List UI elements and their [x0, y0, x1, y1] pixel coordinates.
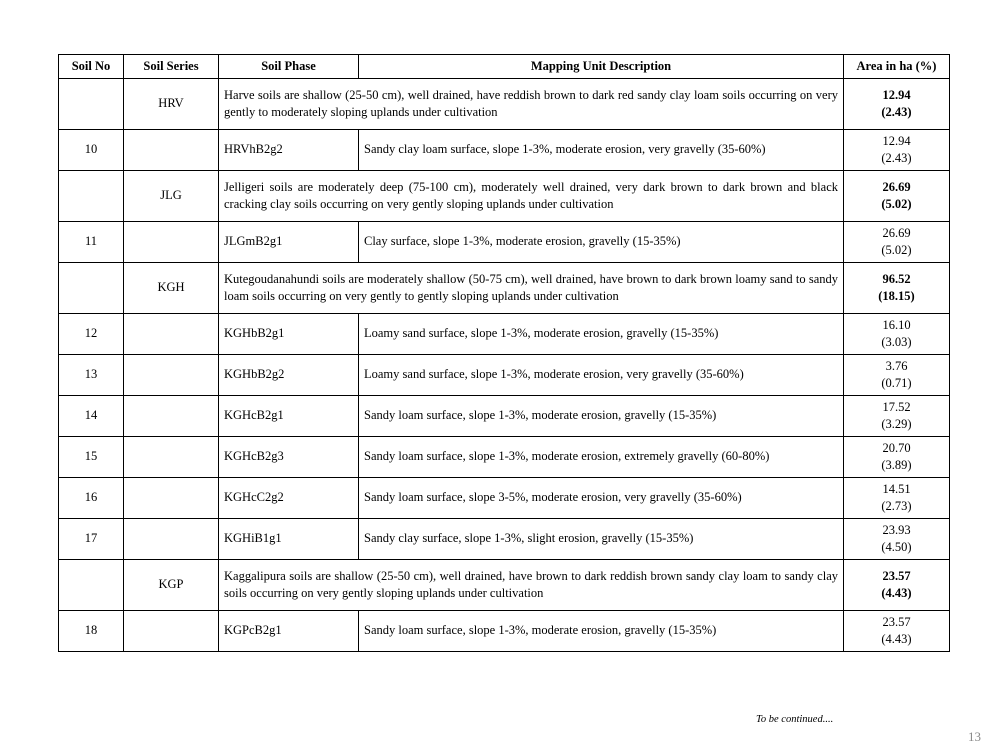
cell-area: [844, 262, 950, 313]
column-header-mapping-unit-description: Mapping Unit Description: [359, 55, 844, 79]
cell-soil-no: 14: [59, 395, 124, 436]
cell-area: [844, 170, 950, 221]
continued-note: To be continued....: [756, 714, 834, 725]
cell-soil-no: 17: [59, 518, 124, 559]
cell-series-description: Kutegoudanahundi soils are moderately shallow (50-75 cm), well drained, have brown to dark brown loamy sand to sandy loam soils occurring on very gently to gently sloping uplands under cultivation: [219, 262, 844, 313]
cell-mapping-unit-description: Sandy loam surface, slope 1-3%, moderate erosion, extremely gravelly (60-80%): [359, 436, 844, 477]
cell-soil-series: JLG: [124, 170, 219, 221]
cell-area: [844, 518, 950, 559]
cell-mapping-unit-description: Clay surface, slope 1-3%, moderate erosion, gravelly (15-35%): [359, 221, 844, 262]
cell-soil-phase: KGHcB2g1: [219, 395, 359, 436]
cell-soil-series: [124, 354, 219, 395]
table-row: [59, 477, 950, 518]
table-body: [59, 78, 950, 651]
column-header-soil-no: Soil No: [59, 55, 124, 79]
cell-area: [844, 610, 950, 651]
table-row: [59, 395, 950, 436]
cell-soil-no: 10: [59, 129, 124, 170]
cell-soil-phase: KGHbB2g1: [219, 313, 359, 354]
cell-soil-no: 11: [59, 221, 124, 262]
area-value: 16.10: [882, 318, 911, 332]
area-percent: (2.43): [881, 150, 912, 165]
table-row: [59, 354, 950, 395]
cell-mapping-unit-description: Sandy loam surface, slope 1-3%, moderate erosion, gravelly (15-35%): [359, 395, 844, 436]
column-header-soil-series: Soil Series: [124, 55, 219, 79]
table-row: [59, 436, 950, 477]
area-percent: (5.02): [881, 242, 912, 257]
table-header-row: [59, 55, 950, 79]
soil-mapping-table: [58, 54, 950, 652]
table-row: [59, 610, 950, 651]
cell-soil-no: 15: [59, 436, 124, 477]
cell-soil-series: KGH: [124, 262, 219, 313]
cell-soil-series: [124, 221, 219, 262]
cell-soil-phase: KGHcB2g3: [219, 436, 359, 477]
area-percent: (4.43): [881, 631, 912, 646]
cell-mapping-unit-description: Loamy sand surface, slope 1-3%, moderate erosion, gravelly (15-35%): [359, 313, 844, 354]
area-value: 14.51: [882, 482, 911, 496]
cell-soil-phase: HRVhB2g2: [219, 129, 359, 170]
cell-area: [844, 313, 950, 354]
cell-area: [844, 221, 950, 262]
table-row: [59, 221, 950, 262]
cell-area: [844, 477, 950, 518]
area-percent: (2.43): [881, 104, 912, 119]
cell-soil-series: [124, 610, 219, 651]
cell-area: [844, 78, 950, 129]
cell-mapping-unit-description: Sandy loam surface, slope 3-5%, moderate erosion, very gravelly (35-60%): [359, 477, 844, 518]
table-row: [59, 78, 950, 129]
area-percent: (3.03): [881, 334, 912, 349]
cell-soil-no: 16: [59, 477, 124, 518]
area-percent: (2.73): [881, 498, 912, 513]
area-value: 23.57: [882, 569, 911, 583]
table-row: [59, 518, 950, 559]
area-percent: (0.71): [881, 375, 912, 390]
cell-soil-no: [59, 78, 124, 129]
cell-area: [844, 436, 950, 477]
cell-soil-series: [124, 313, 219, 354]
table-row: [59, 313, 950, 354]
area-value: 17.52: [882, 400, 911, 414]
cell-soil-no: 12: [59, 313, 124, 354]
cell-soil-series: [124, 129, 219, 170]
table-row: [59, 559, 950, 610]
area-percent: (5.02): [881, 196, 912, 211]
area-value: 23.57: [882, 615, 911, 629]
area-value: 23.93: [882, 523, 911, 537]
area-value: 26.69: [882, 180, 911, 194]
table-row: [59, 262, 950, 313]
column-header-area: Area in ha (%): [844, 55, 950, 79]
cell-series-description: Jelligeri soils are moderately deep (75-100 cm), moderately well drained, very dark brown to dark brown and black cracking clay soils occurring on very gently sloping uplands under cultivation: [219, 170, 844, 221]
column-header-soil-phase: Soil Phase: [219, 55, 359, 79]
cell-soil-no: 13: [59, 354, 124, 395]
area-value: 96.52: [882, 272, 911, 286]
cell-area: [844, 559, 950, 610]
table-row: [59, 170, 950, 221]
page-number: 13: [968, 729, 981, 744]
area-percent: (3.29): [881, 416, 912, 431]
area-value: 20.70: [882, 441, 911, 455]
cell-series-description: Kaggalipura soils are shallow (25-50 cm), well drained, have brown to dark reddish brown sandy clay loam to sandy clay soils occurring on very gently sloping uplands under cultivation: [219, 559, 844, 610]
cell-soil-phase: KGHiB1g1: [219, 518, 359, 559]
table-header: [59, 55, 950, 79]
cell-mapping-unit-description: Sandy loam surface, slope 1-3%, moderate erosion, gravelly (15-35%): [359, 610, 844, 651]
table-row: [59, 129, 950, 170]
area-value: 26.69: [882, 226, 911, 240]
cell-soil-phase: KGHcC2g2: [219, 477, 359, 518]
cell-soil-no: [59, 559, 124, 610]
cell-soil-no: [59, 262, 124, 313]
area-percent: (3.89): [881, 457, 912, 472]
cell-mapping-unit-description: Sandy clay loam surface, slope 1-3%, moderate erosion, very gravelly (35-60%): [359, 129, 844, 170]
cell-mapping-unit-description: Sandy clay surface, slope 1-3%, slight erosion, gravelly (15-35%): [359, 518, 844, 559]
cell-area: [844, 395, 950, 436]
area-percent: (4.43): [881, 585, 912, 600]
cell-area: [844, 129, 950, 170]
area-value: 3.76: [885, 359, 908, 373]
cell-mapping-unit-description: Loamy sand surface, slope 1-3%, moderate erosion, very gravelly (35-60%): [359, 354, 844, 395]
area-percent: (4.50): [881, 539, 912, 554]
area-percent: (18.15): [878, 288, 915, 303]
cell-soil-phase: KGHbB2g2: [219, 354, 359, 395]
cell-series-description: Harve soils are shallow (25-50 cm), well drained, have reddish brown to dark red sandy clay loam soils occurring on very gently to moderately sloping uplands under cultivation: [219, 78, 844, 129]
area-value: 12.94: [882, 88, 911, 102]
cell-soil-phase: JLGmB2g1: [219, 221, 359, 262]
area-value: 12.94: [882, 134, 911, 148]
cell-soil-series: [124, 518, 219, 559]
cell-soil-series: [124, 436, 219, 477]
cell-soil-series: [124, 477, 219, 518]
cell-soil-series: [124, 395, 219, 436]
cell-soil-phase: KGPcB2g1: [219, 610, 359, 651]
cell-soil-series: HRV: [124, 78, 219, 129]
cell-area: [844, 354, 950, 395]
cell-soil-no: [59, 170, 124, 221]
cell-soil-no: 18: [59, 610, 124, 651]
cell-soil-series: KGP: [124, 559, 219, 610]
